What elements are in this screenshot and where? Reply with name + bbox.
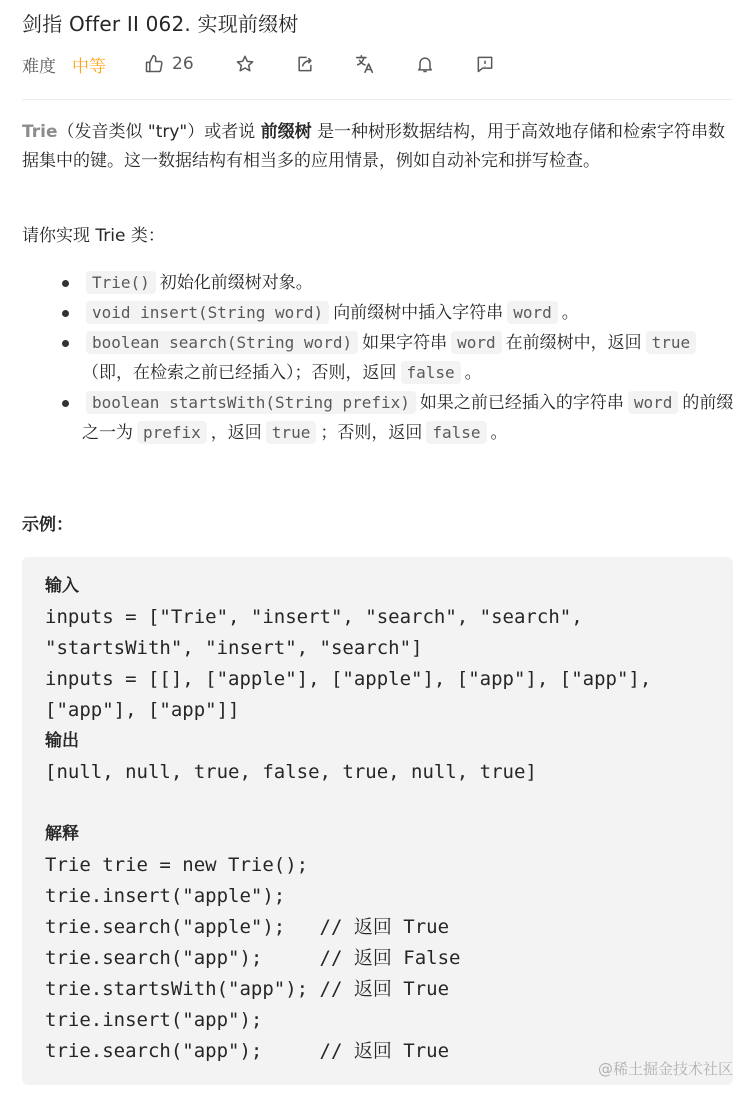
inline-code: word xyxy=(507,301,558,324)
code-line: [null, null, true, false, true, null, true] xyxy=(45,761,537,783)
code-line: trie.startsWith("app"); // 返回 True xyxy=(45,978,450,1000)
method-desc: 。 xyxy=(490,423,508,443)
share-icon xyxy=(295,54,315,74)
feedback-icon xyxy=(475,54,495,74)
method-item-search xyxy=(22,328,734,388)
method-item-insert xyxy=(22,298,734,328)
method-desc: 的前缀之一为 xyxy=(82,393,734,443)
method-desc: 初始化前缀树对象。 xyxy=(159,273,313,293)
problem-title: 剑指 Offer II 062. 实现前缀树 xyxy=(22,12,299,36)
inline-code: prefix xyxy=(137,421,207,444)
inline-code: word xyxy=(628,391,679,414)
inline-code: word xyxy=(451,331,502,354)
translate-icon xyxy=(354,53,376,75)
code-line: trie.search("app"); // 返回 False xyxy=(45,947,461,969)
inline-code: false xyxy=(401,361,461,384)
method-desc: 如果之前已经插入的字符串 xyxy=(419,393,624,413)
method-desc: 。 xyxy=(561,303,579,323)
method-desc: （即，在检索之前已经插入）；否则，返回 xyxy=(82,363,397,383)
header-divider xyxy=(22,99,733,100)
like-button[interactable] xyxy=(144,54,194,74)
code-line: trie.insert("app"); xyxy=(45,1009,263,1031)
code-line: trie.insert("apple"); xyxy=(45,885,286,907)
difficulty-badge: 中等 xyxy=(72,56,106,77)
trie-term: Trie xyxy=(22,122,58,142)
code-line: trie.search("app"); // 返回 True xyxy=(45,1040,450,1062)
inline-code: false xyxy=(426,421,486,444)
example-lines xyxy=(45,571,725,1067)
notification-button[interactable] xyxy=(414,53,436,75)
favorite-button[interactable] xyxy=(234,53,256,75)
inline-code: boolean search(String word) xyxy=(86,331,358,354)
implementation-prompt: 请你实现 Trie 类： xyxy=(22,226,165,246)
explanation-label: 解释 xyxy=(45,824,79,844)
method-desc: ，返回 xyxy=(210,423,262,443)
method-desc: 。 xyxy=(464,363,482,383)
inline-code: void insert(String word) xyxy=(86,301,329,324)
method-desc: 如果字符串 xyxy=(362,333,448,353)
method-desc: ；否则，返回 xyxy=(320,423,423,443)
inline-code: true xyxy=(646,331,697,354)
translate-button[interactable] xyxy=(354,53,376,75)
intro-text-a: （发音类似 "try"）或者说 xyxy=(57,122,256,142)
intro-bold-term: 前缀树 xyxy=(260,122,312,142)
inline-code: Trie() xyxy=(86,271,156,294)
code-line: Trie trie = new Trie(); xyxy=(45,854,309,876)
method-item-startswith xyxy=(22,388,734,448)
problem-intro xyxy=(22,118,734,176)
inline-code: true xyxy=(266,421,317,444)
difficulty-label: 难度 xyxy=(22,56,56,77)
example-code-block xyxy=(22,557,733,1085)
output-label: 输出 xyxy=(45,731,79,751)
method-desc: 在前缀树中，返回 xyxy=(505,333,642,353)
like-count: 26 xyxy=(172,54,194,74)
watermark: @稀土掘金技术社区 xyxy=(597,1060,733,1078)
code-line: trie.search("apple"); // 返回 True xyxy=(45,916,450,938)
bell-icon xyxy=(415,54,435,74)
intro-text-b: 是一种树形数据结构，用于高效地存储和检索字符串数据集中的键。这一数据结构有相当多的应用情景，例如自动补完和拼写检查。 xyxy=(22,122,726,171)
problem-meta-row xyxy=(22,50,496,78)
thumbs-up-icon xyxy=(144,54,164,74)
code-line: ["app"], ["app"]] xyxy=(45,699,240,721)
example-heading: 示例： xyxy=(22,515,73,535)
blank-line xyxy=(45,788,725,819)
code-line: inputs = [[], ["apple"], ["apple"], ["app"], ["app"], xyxy=(45,668,652,690)
method-desc: 向前缀树中插入字符串 xyxy=(333,303,504,323)
method-item-constructor xyxy=(22,268,734,298)
input-label: 输入 xyxy=(45,576,79,596)
code-line: "startsWith", "insert", "search"] xyxy=(45,637,423,659)
star-icon xyxy=(235,54,255,74)
code-line: inputs = ["Trie", "insert", "search", "search", xyxy=(45,606,583,628)
method-list xyxy=(22,268,734,448)
feedback-button[interactable] xyxy=(474,53,496,75)
share-button[interactable] xyxy=(294,53,316,75)
inline-code: boolean startsWith(String prefix) xyxy=(86,391,416,414)
